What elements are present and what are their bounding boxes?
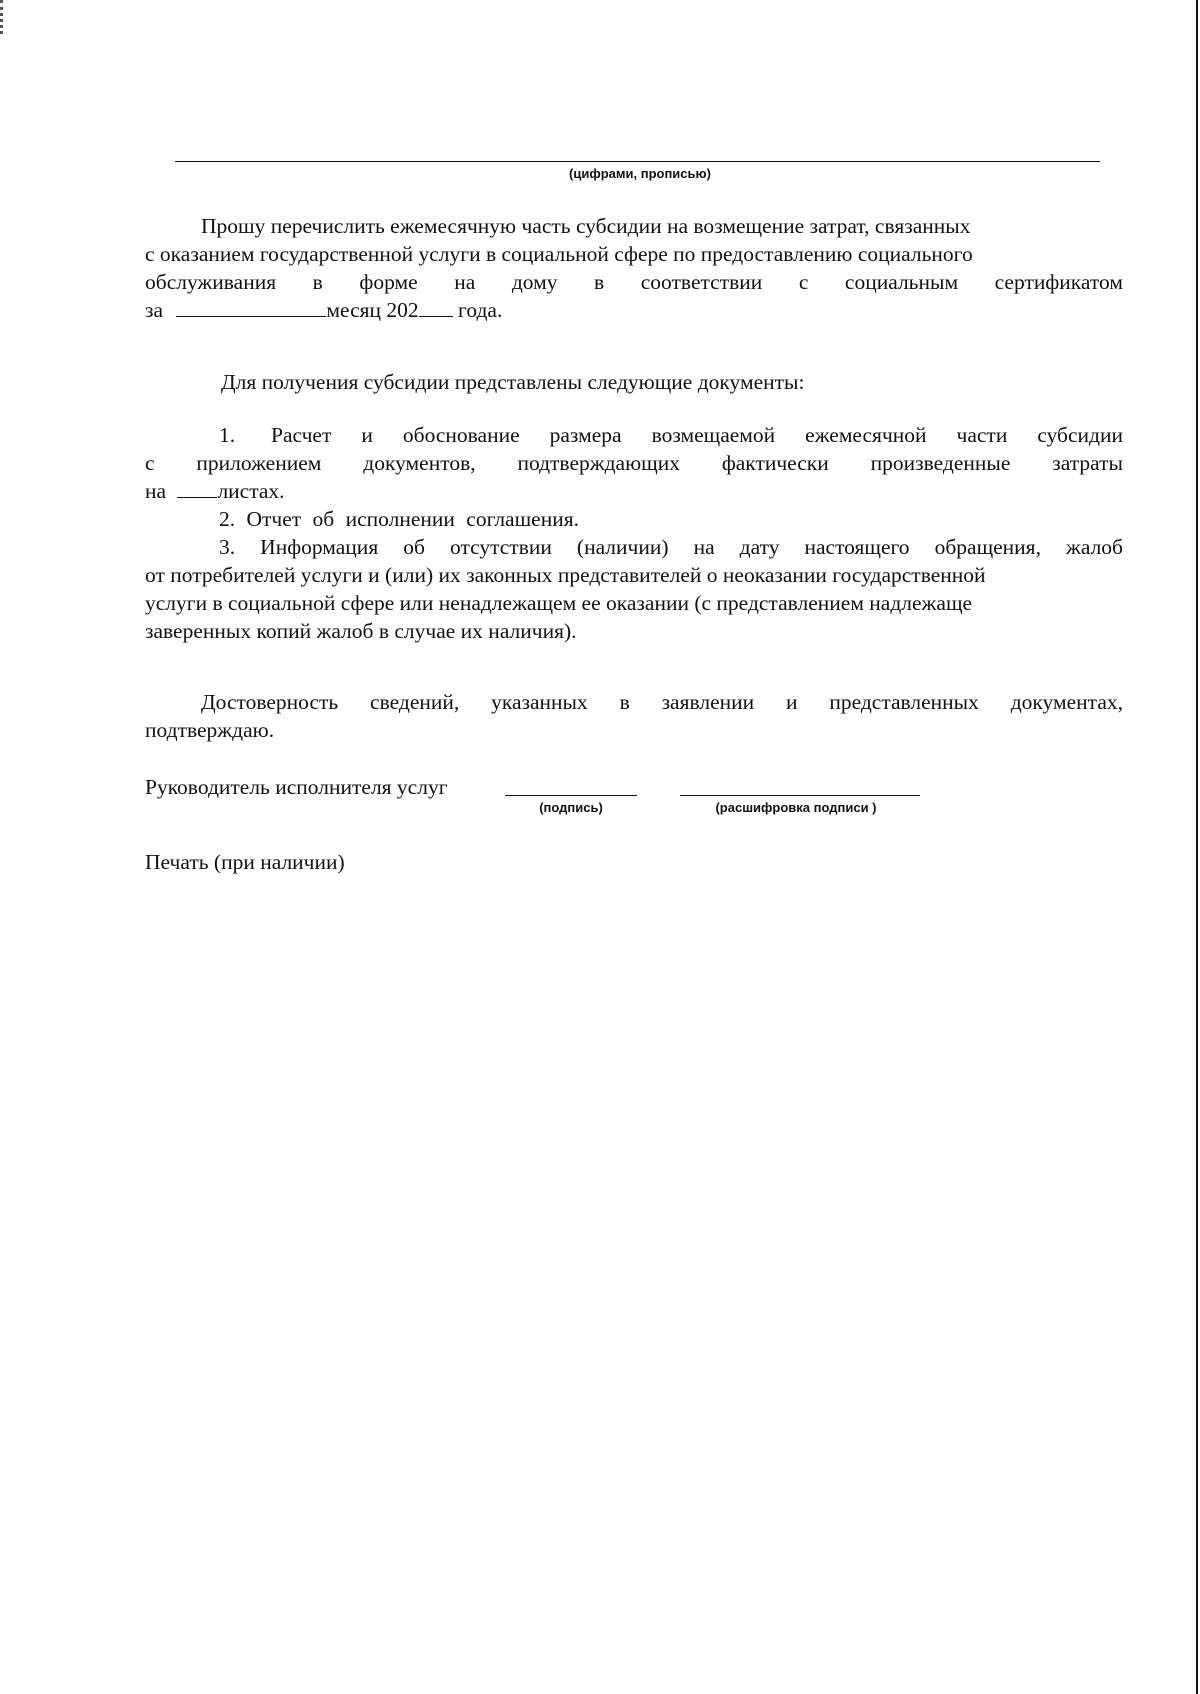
document-word: затраты	[1052, 451, 1123, 475]
document-item-2	[145, 505, 1123, 533]
request-line-1-text: Прошу перечислить ежемесячную часть субсидии на возмещение затрат, связанных	[201, 214, 971, 238]
confirmation-line-1	[145, 688, 1123, 716]
request-paragraph	[145, 212, 1123, 324]
document-item-1-line-1	[145, 421, 1123, 449]
request-word: социальным	[844, 270, 959, 294]
scan-edge-mark	[0, 0, 7, 34]
request-word: на	[454, 270, 476, 294]
documents-intro: Для получения субсидии представлены следующие документы:	[221, 370, 805, 394]
request-line-1	[145, 212, 1123, 240]
request-word: соответствии	[640, 270, 763, 294]
amount-field-caption: (цифрами, прописью)	[569, 166, 711, 181]
month-blank-field[interactable]	[176, 296, 326, 317]
year-blank-field[interactable]	[419, 296, 453, 317]
request-month-label: месяц 202	[326, 298, 419, 322]
documents-list	[145, 421, 1123, 645]
document-word: приложением	[196, 451, 322, 475]
request-line-2	[145, 240, 1123, 268]
document-item-3-text: услуги в социальной сфере или ненадлежащем ее оказании (с представлением надлежаще	[145, 591, 973, 615]
document-word: документов,	[363, 451, 476, 475]
sheets-count-blank-field[interactable]	[177, 477, 217, 498]
confirmation-line-1-text: Достоверность сведений, указанных в заявлении и представленных документах,	[201, 690, 1123, 714]
document-item-2-text: 2. Отчет об исполнении соглашения.	[219, 507, 579, 531]
seal-label: Печать (при наличии)	[145, 850, 345, 874]
document-word: произведенные	[870, 451, 1011, 475]
document-item-3-line-3	[145, 589, 1123, 617]
request-word: в	[594, 270, 605, 294]
request-word: дому	[511, 270, 558, 294]
scan-right-edge	[1196, 0, 1198, 1694]
document-item-3-line-4	[145, 617, 1123, 645]
confirmation-line-2	[145, 716, 1123, 744]
request-line-4-prefix: за	[145, 298, 164, 322]
signature-transcript-field-line[interactable]	[680, 795, 920, 796]
document-item-1-text: Расчет и обоснование размера возмещаемой ежемесячной части субсидии	[271, 423, 1123, 447]
document-item-3-text: от потребителей услуги и (или) их законных представителей о неоказании государственной	[145, 563, 986, 587]
signature-caption: (подпись)	[539, 800, 603, 815]
document-item-3-text: 3. Информация об отсутствии (наличии) на дату настоящего обращения, жалоб	[219, 535, 1123, 559]
document-item-3-line-1	[145, 533, 1123, 561]
document-word: фактически	[721, 451, 829, 475]
document-item-1-line-2	[145, 449, 1123, 477]
request-line-4-suffix: года.	[458, 298, 503, 322]
signature-label: Руководитель исполнителя услуг	[145, 775, 448, 799]
request-word: в	[312, 270, 323, 294]
confirmation-paragraph	[145, 688, 1123, 744]
request-word: форме	[359, 270, 418, 294]
document-item-1-suffix: листах.	[217, 479, 285, 503]
document-item-3-text: заверенных копий жалоб в случае их наличия).	[145, 619, 577, 643]
request-word: с	[798, 270, 809, 294]
request-word: обслуживания	[145, 270, 277, 294]
document-word: подтверждающих	[517, 451, 680, 475]
amount-field-line[interactable]	[175, 161, 1100, 162]
request-line-4	[145, 296, 1123, 324]
signature-transcript-caption: (расшифровка подписи )	[715, 800, 877, 815]
confirmation-line-2-text: подтверждаю.	[145, 718, 275, 742]
signature-field-line[interactable]	[505, 795, 637, 796]
document-item-1-line-3	[145, 477, 1123, 505]
request-line-2-text: с оказанием государственной услуги в социальной сфере по предоставлению социального	[145, 242, 973, 266]
document-item-1-number: 1.	[219, 423, 236, 447]
document-item-1-prefix: на	[145, 479, 167, 503]
request-word: сертификатом	[994, 270, 1123, 294]
document-item-3-line-2	[145, 561, 1123, 589]
request-line-3	[145, 268, 1123, 296]
document-word: с	[145, 451, 155, 475]
